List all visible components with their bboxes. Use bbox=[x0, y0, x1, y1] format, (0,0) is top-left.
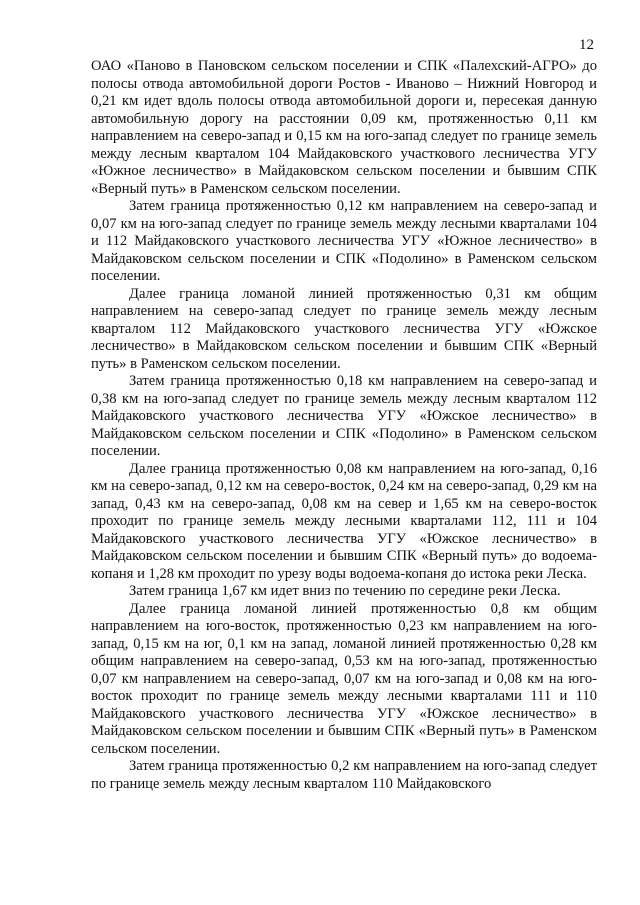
paragraph-continues: Затем граница протяженностью 0,2 км направлением на юго-запад следует по границе земель между лесным кварталом 110 Майдаковского bbox=[91, 758, 597, 792]
page-number: 12 bbox=[579, 37, 594, 53]
paragraph-continued: ОАО «Паново в Пановском сельском поселении и СПК «Палехский-АГРО» до полосы отвода автомобильной дороги Ростов - Иваново – Нижний Новгород и 0,21 км идет вдоль полосы отвода автомобильной дороги и, пересекая данную автомобильную дорогу на расстоянии 0,09 км, протяженностью 0,11 км направлением на северо-запад и 0,15 км на юго-запад следует по границе земель между лесным кварталом 104 Майдаковского участкового лесничества УГУ «Южное лесничество» в Майдаковском сельском поселении и бывшим СПК «Верный путь» в Раменском сельском поселении. bbox=[91, 58, 597, 197]
paragraph: Далее граница ломаной линией протяженностью 0,8 км общим направлением на юго-восток, протяженностью 0,23 км направлением на юго-запад, 0,15 км на юг, 0,1 км на запад, ломаной линией протяженностью 0,28 км общим направлением на северо-запад, 0,53 км на юго-запад, протяженностью 0,07 км направлением на северо-запад, 0,07 км на юго-запад и 0,08 км на юго-восток проходит по границе земель между лесными кварталами 111 и 110 Майдаковского участкового лесничества УГУ «Южское лесничество» в Майдаковском сельском поселении и бывшим СПК «Верный путь» в Раменском сельском поселении. bbox=[91, 600, 597, 757]
document-body bbox=[91, 58, 597, 793]
paragraph: Затем граница протяженностью 0,12 км направлением на северо-запад и 0,07 км на юго-запад следует по границе земель между лесными кварталами 104 и 112 Майдаковского участкового лесничества УГУ «Южное лесничество» в Майдаковском сельском поселении и СПК «Подолино» в Раменском сельском поселении. bbox=[91, 198, 597, 284]
paragraph: Затем граница 1,67 км идет вниз по течению по середине реки Леска. bbox=[129, 583, 561, 599]
paragraph: Далее граница протяженностью 0,08 км направлением на юго-запад, 0,16 км на северо-запад, 0,12 км на северо-восток, 0,24 км на северо-запад, 0,29 км на запад, 0,43 км на северо-запад, 0,08 км на север и 1,65 км на северо-восток проходит по границе земель между лесными кварталами 112, 111 и 104 Майдаковского участкового лесничества УГУ «Южское лесничество» в Майдаковском сельском поселении и бывшим СПК «Верный путь» до водоема-копаня и 1,28 км проходит по урезу воды водоема-копаня до истока реки Леска. bbox=[91, 460, 597, 582]
paragraph: Далее граница ломаной линией протяженностью 0,31 км общим направлением на северо-запад следует по границе земель между лесным кварталом 112 Майдаковского участкового лесничества УГУ «Южское лесничество» в Майдаковском сельском поселении и бывшим СПК «Верный путь» в Раменском сельском поселении. bbox=[91, 285, 597, 372]
paragraph: Затем граница протяженностью 0,18 км направлением на северо-запад и 0,38 км на юго-запад следует по границе земель между лесным кварталом 112 Майдаковского участкового лесничества УГУ «Южское лесничество» в Майдаковском сельском поселении и СПК «Подолино» в Раменском сельском поселении. bbox=[91, 373, 597, 459]
